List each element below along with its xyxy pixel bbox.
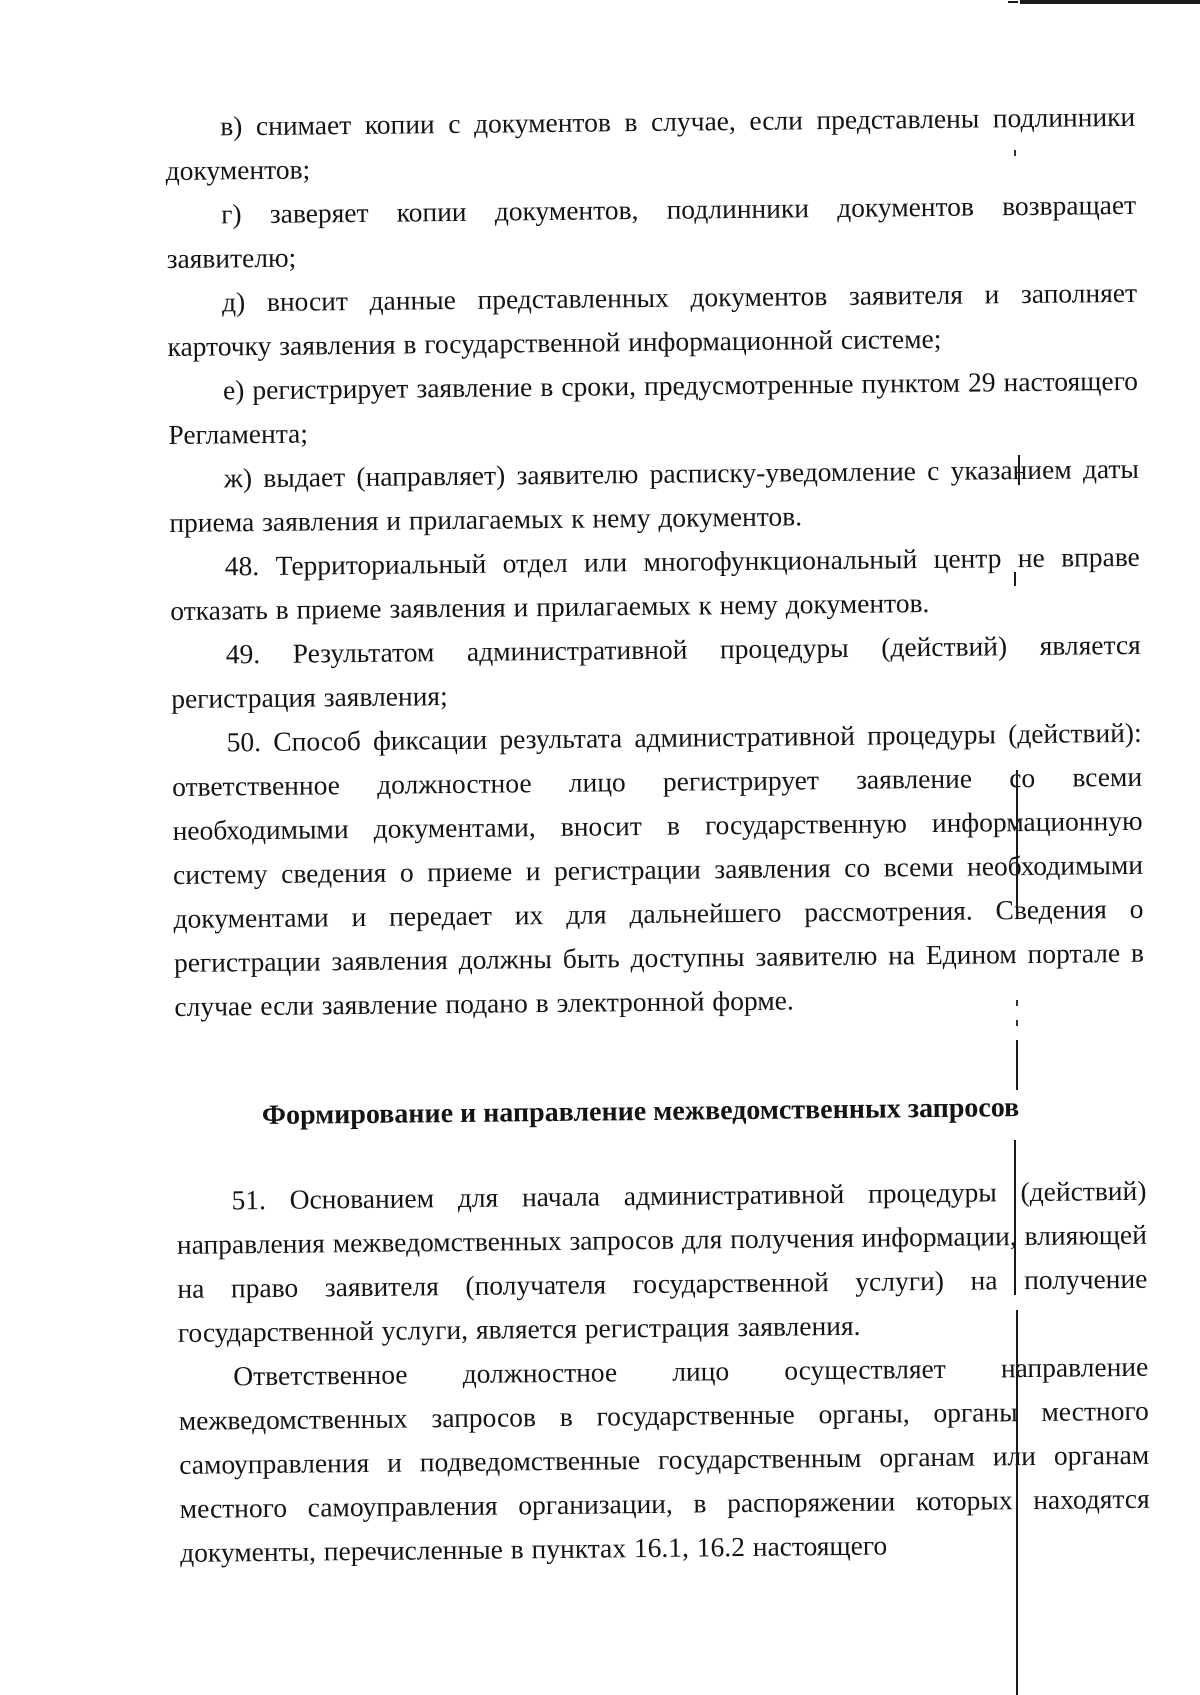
- paragraph-responsible-official: Ответственное должностное лицо осуществляет направление межведомственных запросов в государственные органы, органы местного самоуправления и подведомственные государственным органам или органам местного самоуправления организации, в распоряжении которых находятся документы, перечисленные в пунктах 16.1, 16.2 настоящего: [178, 1350, 1150, 1568]
- paragraph-item-g: г) заверяет копии документов, подлинники документов возвращает заявителю;: [166, 188, 1137, 274]
- paragraph-item-d: д) вносит данные представленных документов заявителя и заполняет карточку заявления в государственной информационной системе;: [167, 276, 1138, 362]
- paragraph-50: 50. Способ фиксации результата административной процедуры (действий): ответственное должностное лицо регистрирует заявление со всеми необходимыми документами, вносит в государственную информационную систему сведения о приеме и регистрации заявления со всеми необходимыми документами и передает их для дальнейшего рассмотрения. Сведения о регистрации заявления должны быть доступны заявителю на Едином портале в случае если заявление подано в электронной форме.: [171, 716, 1145, 1022]
- paragraph-51: 51. Основанием для начала административной процедуры (действий) направления межведомственных запросов для получения информации, влияющей на право заявителя (получателя государственной услуги) на получение государственной услуги, является регистрация заявления.: [176, 1174, 1148, 1348]
- paragraph-item-zh: ж) выдает (направляет) заявителю расписку-уведомление с указанием даты приема заявления и прилагаемых к нему документов.: [169, 452, 1140, 538]
- section-heading: Формирование и направление межведомственных запросов: [261, 1092, 1020, 1132]
- paragraph-48: 48. Территориальный отдел или многофункциональный центр не вправе отказать в приеме заявления и прилагаемых к нему документов.: [170, 540, 1140, 626]
- paragraph-item-v: в) снимает копии с документов в случае, если представлены подлинники документов;: [165, 100, 1136, 186]
- paragraph-49: 49. Результатом административной процедуры (действий) является регистрация заявления;: [171, 628, 1141, 714]
- document-body: [165, 95, 1150, 1575]
- paragraph-item-e: е) регистрирует заявление в сроки, предусмотренные пунктом 29 настоящего Регламента;: [168, 364, 1139, 450]
- scan-edge-mark: [1020, 0, 1200, 4]
